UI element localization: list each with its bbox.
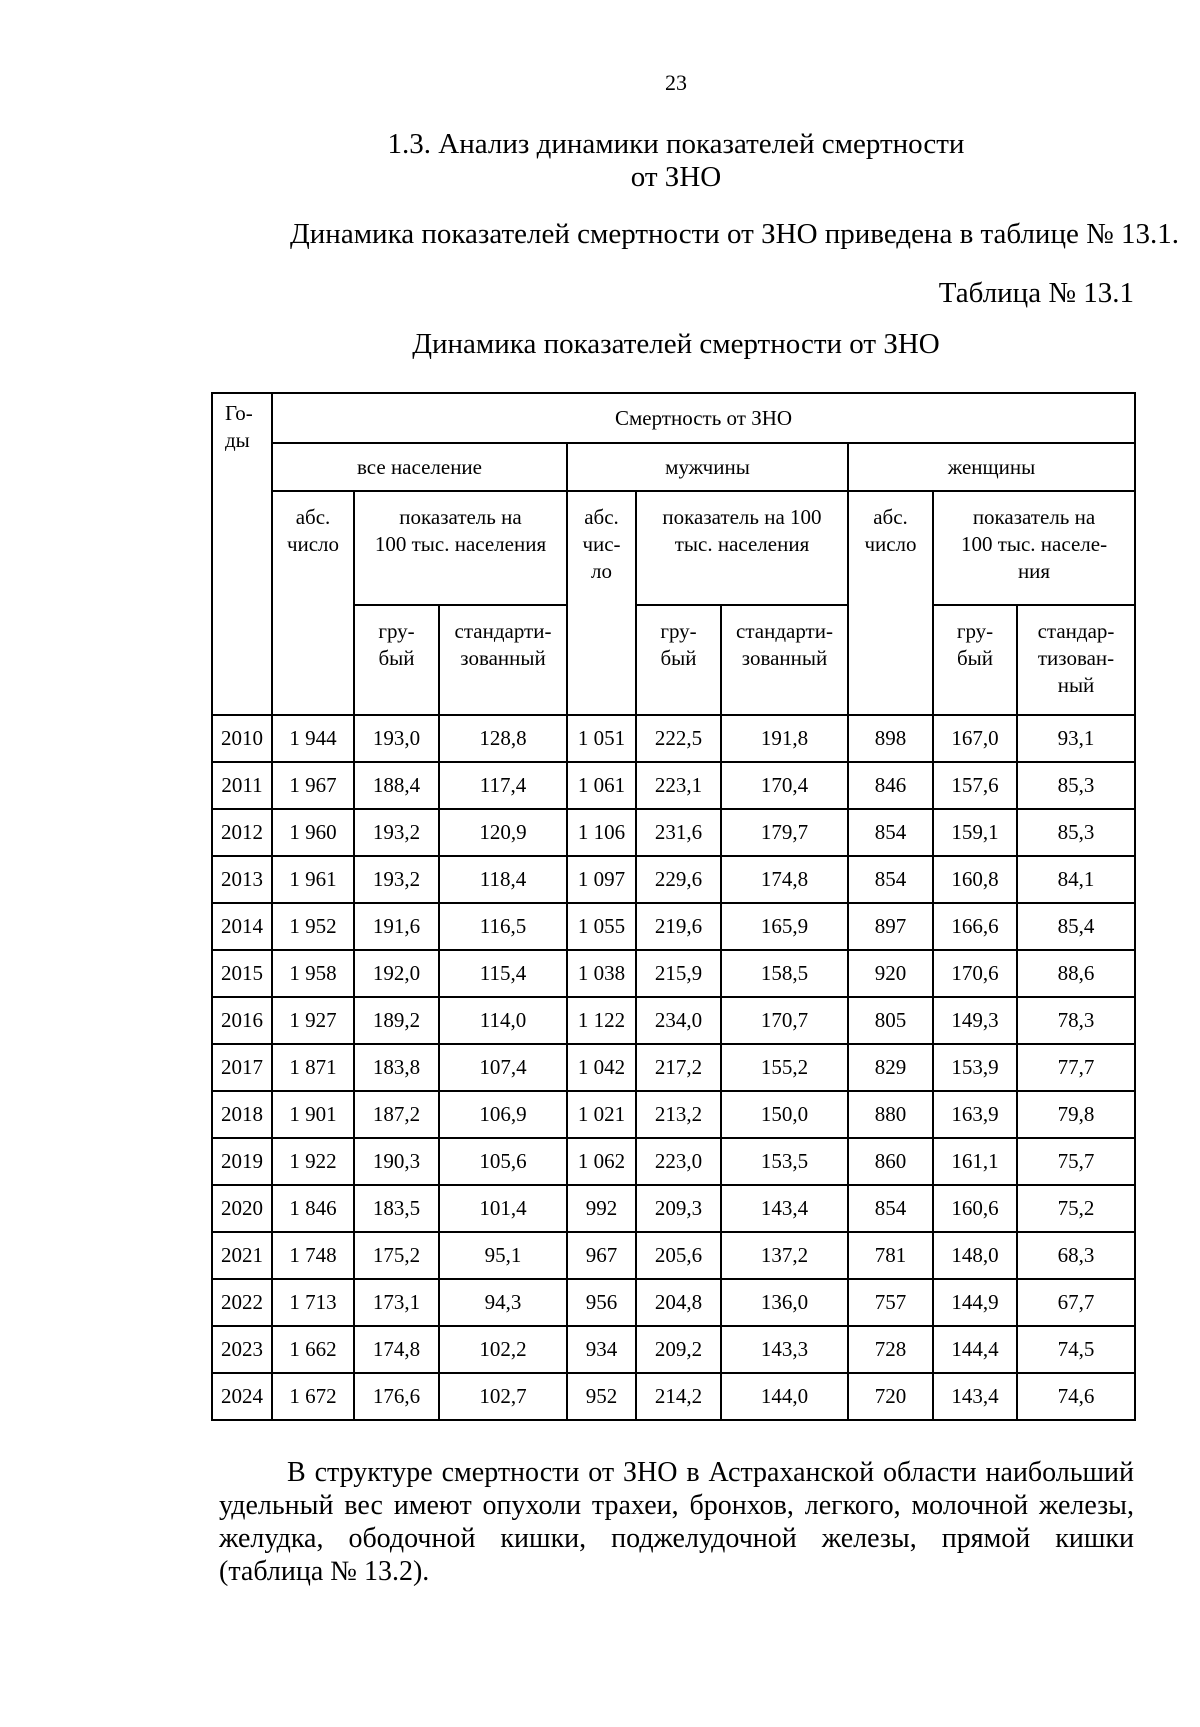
value-cell: 144,4 [933, 1326, 1017, 1373]
value-cell: 1 672 [272, 1373, 354, 1420]
value-cell: 187,2 [354, 1091, 439, 1138]
value-cell: 728 [848, 1326, 933, 1373]
value-cell: 144,9 [933, 1279, 1017, 1326]
value-cell: 854 [848, 1185, 933, 1232]
group-women: женщины [848, 443, 1135, 491]
value-cell: 860 [848, 1138, 933, 1185]
value-cell: 1 748 [272, 1232, 354, 1279]
rate-header-women: показатель на 100 тыс. населе- ния [933, 491, 1135, 605]
value-cell: 1 901 [272, 1091, 354, 1138]
value-cell: 93,1 [1017, 715, 1135, 762]
value-cell: 967 [567, 1232, 636, 1279]
value-cell: 209,3 [636, 1185, 721, 1232]
value-cell: 85,3 [1017, 762, 1135, 809]
value-cell: 1 922 [272, 1138, 354, 1185]
value-cell: 1 106 [567, 809, 636, 856]
section-title-line1: 1.3. Анализ динамики показателей смертности [387, 128, 965, 160]
group-all-population: все население [272, 443, 567, 491]
value-cell: 77,7 [1017, 1044, 1135, 1091]
value-cell: 193,2 [354, 809, 439, 856]
mortality-table [211, 392, 1136, 1421]
crude-header-men: гру- бый [636, 605, 721, 715]
table-title: Динамика показателей смертности от ЗНО [412, 328, 940, 360]
year-cell: 2019 [212, 1138, 272, 1185]
value-cell: 183,5 [354, 1185, 439, 1232]
abs-header-men: абс. чис- ло [567, 491, 636, 715]
value-cell: 106,9 [439, 1091, 567, 1138]
value-cell: 159,1 [933, 809, 1017, 856]
table-row [212, 715, 1135, 762]
value-cell: 1 960 [272, 809, 354, 856]
value-cell: 155,2 [721, 1044, 848, 1091]
value-cell: 79,8 [1017, 1091, 1135, 1138]
value-cell: 854 [848, 809, 933, 856]
value-cell: 161,1 [933, 1138, 1017, 1185]
value-cell: 150,0 [721, 1091, 848, 1138]
abs-header-women: абс. число [848, 491, 933, 715]
value-cell: 136,0 [721, 1279, 848, 1326]
value-cell: 234,0 [636, 997, 721, 1044]
crude-header-all: гру- бый [354, 605, 439, 715]
value-cell: 170,7 [721, 997, 848, 1044]
value-cell: 1 967 [272, 762, 354, 809]
value-cell: 74,5 [1017, 1326, 1135, 1373]
intro-text: Динамика показателей смертности от ЗНО приведена в таблице № 13.1. [290, 218, 1180, 250]
table-row [212, 903, 1135, 950]
group-header: Смертность от ЗНО [272, 393, 1135, 443]
value-cell: 173,1 [354, 1279, 439, 1326]
value-cell: 175,2 [354, 1232, 439, 1279]
year-cell: 2017 [212, 1044, 272, 1091]
value-cell: 85,4 [1017, 903, 1135, 950]
table-row [212, 997, 1135, 1044]
value-cell: 231,6 [636, 809, 721, 856]
std-header-women: стандар- тизован- ный [1017, 605, 1135, 715]
value-cell: 214,2 [636, 1373, 721, 1420]
std-header-men: стандарти- зованный [721, 605, 848, 715]
year-cell: 2023 [212, 1326, 272, 1373]
value-cell: 167,0 [933, 715, 1017, 762]
value-cell: 143,4 [933, 1373, 1017, 1420]
value-cell: 149,3 [933, 997, 1017, 1044]
value-cell: 107,4 [439, 1044, 567, 1091]
value-cell: 157,6 [933, 762, 1017, 809]
value-cell: 144,0 [721, 1373, 848, 1420]
value-cell: 158,5 [721, 950, 848, 997]
table-row [212, 809, 1135, 856]
value-cell: 74,6 [1017, 1373, 1135, 1420]
value-cell: 1 662 [272, 1326, 354, 1373]
value-cell: 160,8 [933, 856, 1017, 903]
value-cell: 183,8 [354, 1044, 439, 1091]
table-number: Таблица № 13.1 [938, 277, 1134, 309]
value-cell: 720 [848, 1373, 933, 1420]
value-cell: 174,8 [721, 856, 848, 903]
value-cell: 215,9 [636, 950, 721, 997]
value-cell: 992 [567, 1185, 636, 1232]
value-cell: 95,1 [439, 1232, 567, 1279]
value-cell: 1 062 [567, 1138, 636, 1185]
value-cell: 88,6 [1017, 950, 1135, 997]
year-cell: 2011 [212, 762, 272, 809]
value-cell: 189,2 [354, 997, 439, 1044]
value-cell: 1 097 [567, 856, 636, 903]
value-cell: 101,4 [439, 1185, 567, 1232]
table-row [212, 1185, 1135, 1232]
value-cell: 934 [567, 1326, 636, 1373]
group-men: мужчины [567, 443, 848, 491]
value-cell: 229,6 [636, 856, 721, 903]
table-row [212, 1279, 1135, 1326]
year-cell: 2012 [212, 809, 272, 856]
value-cell: 163,9 [933, 1091, 1017, 1138]
value-cell: 68,3 [1017, 1232, 1135, 1279]
rate-header-men: показатель на 100 тыс. населения [636, 491, 848, 605]
year-cell: 2021 [212, 1232, 272, 1279]
table-row [212, 856, 1135, 903]
value-cell: 1 042 [567, 1044, 636, 1091]
table-row [212, 1326, 1135, 1373]
value-cell: 1 051 [567, 715, 636, 762]
value-cell: 204,8 [636, 1279, 721, 1326]
value-cell: 1 713 [272, 1279, 354, 1326]
value-cell: 191,6 [354, 903, 439, 950]
value-cell: 805 [848, 997, 933, 1044]
value-cell: 102,2 [439, 1326, 567, 1373]
value-cell: 1 871 [272, 1044, 354, 1091]
value-cell: 222,5 [636, 715, 721, 762]
value-cell: 757 [848, 1279, 933, 1326]
value-cell: 114,0 [439, 997, 567, 1044]
value-cell: 1 961 [272, 856, 354, 903]
value-cell: 1 958 [272, 950, 354, 997]
value-cell: 205,6 [636, 1232, 721, 1279]
value-cell: 105,6 [439, 1138, 567, 1185]
value-cell: 193,2 [354, 856, 439, 903]
std-header-all: стандарти- зованный [439, 605, 567, 715]
abs-header-all: абс. число [272, 491, 354, 715]
value-cell: 219,6 [636, 903, 721, 950]
value-cell: 952 [567, 1373, 636, 1420]
value-cell: 781 [848, 1232, 933, 1279]
year-cell: 2024 [212, 1373, 272, 1420]
value-cell: 854 [848, 856, 933, 903]
table-row [212, 1232, 1135, 1279]
table-body [212, 715, 1135, 1420]
value-cell: 85,3 [1017, 809, 1135, 856]
year-cell: 2020 [212, 1185, 272, 1232]
value-cell: 75,7 [1017, 1138, 1135, 1185]
value-cell: 148,0 [933, 1232, 1017, 1279]
value-cell: 153,5 [721, 1138, 848, 1185]
value-cell: 1 021 [567, 1091, 636, 1138]
value-cell: 176,6 [354, 1373, 439, 1420]
value-cell: 223,0 [636, 1138, 721, 1185]
rate-header-all: показатель на 100 тыс. населения [354, 491, 567, 605]
crude-header-women: гру- бый [933, 605, 1017, 715]
value-cell: 1 038 [567, 950, 636, 997]
value-cell: 897 [848, 903, 933, 950]
value-cell: 1 952 [272, 903, 354, 950]
year-cell: 2013 [212, 856, 272, 903]
page-number: 23 [665, 70, 687, 95]
value-cell: 1 846 [272, 1185, 354, 1232]
year-header: Го- ды [212, 393, 272, 715]
value-cell: 128,8 [439, 715, 567, 762]
table-row [212, 1373, 1135, 1420]
value-cell: 191,8 [721, 715, 848, 762]
value-cell: 170,4 [721, 762, 848, 809]
value-cell: 846 [848, 762, 933, 809]
year-cell: 2016 [212, 997, 272, 1044]
value-cell: 1 055 [567, 903, 636, 950]
year-cell: 2015 [212, 950, 272, 997]
value-cell: 102,7 [439, 1373, 567, 1420]
value-cell: 75,2 [1017, 1185, 1135, 1232]
value-cell: 78,3 [1017, 997, 1135, 1044]
section-title-line2: от ЗНО [630, 161, 722, 193]
value-cell: 956 [567, 1279, 636, 1326]
year-cell: 2022 [212, 1279, 272, 1326]
value-cell: 94,3 [439, 1279, 567, 1326]
value-cell: 898 [848, 715, 933, 762]
table-row [212, 1091, 1135, 1138]
value-cell: 118,4 [439, 856, 567, 903]
value-cell: 166,6 [933, 903, 1017, 950]
year-cell: 2014 [212, 903, 272, 950]
year-cell: 2010 [212, 715, 272, 762]
section-title [0, 128, 1200, 194]
value-cell: 190,3 [354, 1138, 439, 1185]
value-cell: 179,7 [721, 809, 848, 856]
value-cell: 193,0 [354, 715, 439, 762]
value-cell: 1 944 [272, 715, 354, 762]
value-cell: 192,0 [354, 950, 439, 997]
value-cell: 115,4 [439, 950, 567, 997]
table-row [212, 1138, 1135, 1185]
value-cell: 143,3 [721, 1326, 848, 1373]
table-row [212, 950, 1135, 997]
value-cell: 213,2 [636, 1091, 721, 1138]
value-cell: 120,9 [439, 809, 567, 856]
value-cell: 1 927 [272, 997, 354, 1044]
value-cell: 920 [848, 950, 933, 997]
value-cell: 67,7 [1017, 1279, 1135, 1326]
value-cell: 829 [848, 1044, 933, 1091]
value-cell: 223,1 [636, 762, 721, 809]
body-paragraph: В структуре смертности от ЗНО в Астраханской области наибольший удельный вес имеют опухоли трахеи, бронхов, легкого, молочной железы, желудка, ободочной кишки, поджелудочной железы, прямой кишки (таблица № 13.2). [219, 1457, 1134, 1587]
value-cell: 160,6 [933, 1185, 1017, 1232]
value-cell: 84,1 [1017, 856, 1135, 903]
value-cell: 153,9 [933, 1044, 1017, 1091]
value-cell: 116,5 [439, 903, 567, 950]
value-cell: 165,9 [721, 903, 848, 950]
value-cell: 1 061 [567, 762, 636, 809]
value-cell: 117,4 [439, 762, 567, 809]
value-cell: 217,2 [636, 1044, 721, 1091]
value-cell: 170,6 [933, 950, 1017, 997]
year-cell: 2018 [212, 1091, 272, 1138]
value-cell: 880 [848, 1091, 933, 1138]
value-cell: 188,4 [354, 762, 439, 809]
value-cell: 1 122 [567, 997, 636, 1044]
value-cell: 137,2 [721, 1232, 848, 1279]
table-row [212, 762, 1135, 809]
table-row [212, 1044, 1135, 1091]
value-cell: 209,2 [636, 1326, 721, 1373]
value-cell: 143,4 [721, 1185, 848, 1232]
value-cell: 174,8 [354, 1326, 439, 1373]
